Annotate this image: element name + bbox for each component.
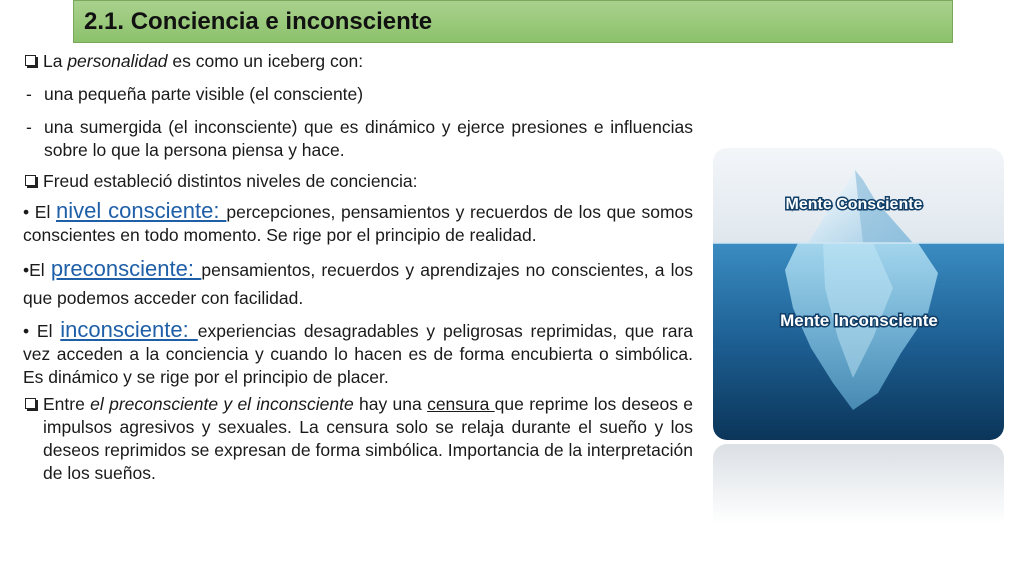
bullet-censura: Entre el preconsciente y el inconsciente hay una censura que reprime los deseos e impulsos agresivos y sexuales. La censura solo se relaja durante el sueño y los deseos reprimidos se expresan de forma simbólica. Importancia de la interpretación de los sueños.: [23, 393, 693, 485]
bullet-freud: Freud estableció distintos niveles de conciencia:: [23, 170, 693, 193]
slide-title-bar: [73, 0, 953, 43]
term-preconsciente: preconsciente:: [50, 256, 202, 281]
paragraph-preconsciente: •El preconsciente: pensamientos, recuerdos y aprendizajes no conscientes, a los que podemos acceder con facilidad.: [23, 256, 693, 308]
term-censura: censura: [427, 394, 495, 414]
subitem-sumergida: - una sumergida (el inconsciente) que es dinámico y ejerce presiones e influencias sobre lo que la persona piensa y hace.: [26, 117, 693, 160]
iceberg-illustration: [713, 148, 1004, 440]
label-mente-consciente: Mente Consciente: [785, 196, 923, 213]
slide-title: 2.1. Conciencia e inconsciente: [84, 8, 433, 35]
paragraph-nivel-consciente: • El nivel consciente: percepciones, pensamientos y recuerdos de los que somos conscientes en todo momento. Se rige por el principio de realidad.: [23, 198, 694, 245]
label-mente-inconsciente: Mente Inconsciente: [780, 311, 938, 330]
paragraph-inconsciente: • El inconsciente: experiencias desagradables y peligrosas reprimidas, que rara vez acceden a la conciencia y cuando lo hacen es de forma encubierta o simbólica. Es dinámico y se rige por el principio de placer.: [23, 317, 693, 387]
iceberg-image: [713, 148, 1004, 440]
slide-body: [23, 50, 693, 485]
bullet-personalidad: La personalidad es como un iceberg con:: [23, 50, 693, 73]
image-reflection: [713, 444, 1004, 524]
term-inconsciente: inconsciente:: [60, 317, 198, 342]
term-nivel-consciente: nivel consciente:: [56, 198, 227, 223]
subitem-visible: - una pequeña parte visible (el consciente): [26, 84, 364, 104]
